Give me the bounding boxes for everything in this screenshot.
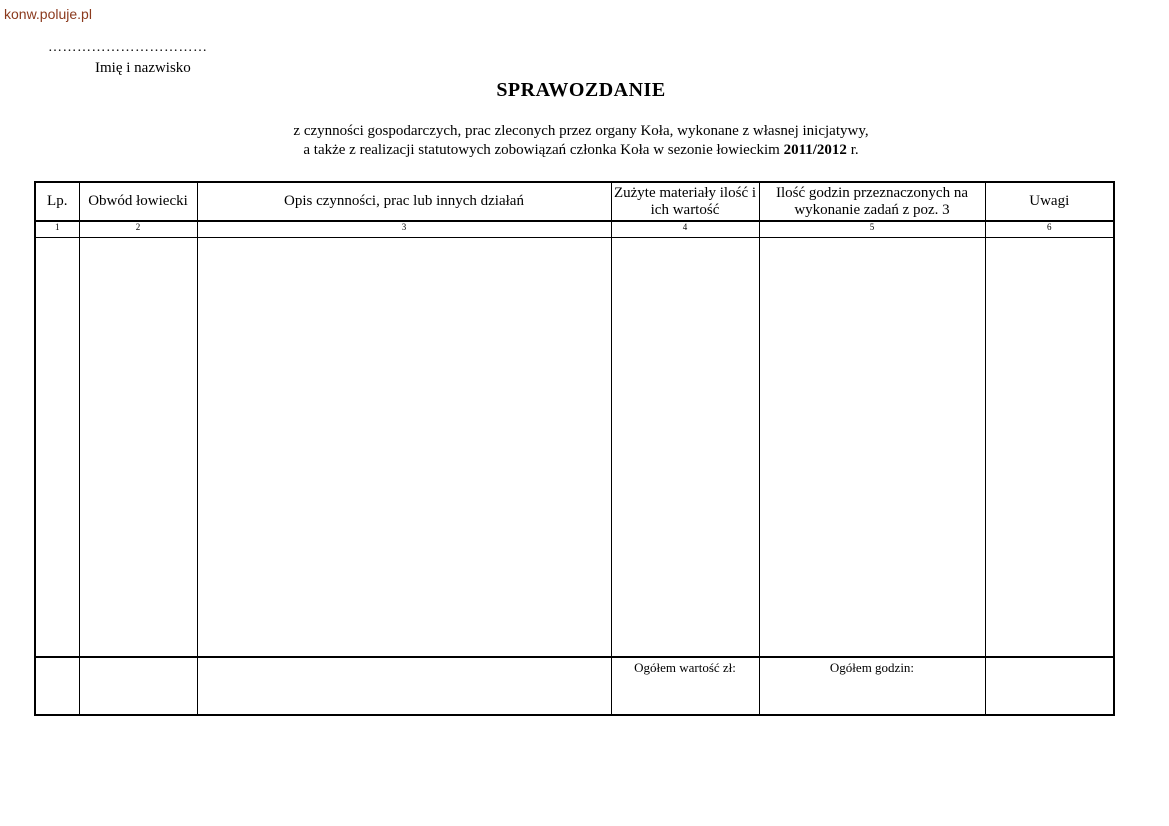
table-body-row bbox=[35, 238, 1114, 658]
cell-obwod[interactable] bbox=[79, 238, 197, 658]
column-number-2: 2 bbox=[79, 221, 197, 238]
header-opis: Opis czynności, prac lub innych działań bbox=[197, 182, 611, 221]
footer-empty-6 bbox=[985, 657, 1114, 715]
column-number-5: 5 bbox=[759, 221, 985, 238]
column-number-3: 3 bbox=[197, 221, 611, 238]
header-uwagi: Uwagi bbox=[985, 182, 1114, 221]
total-value-label: Ogółem wartość zł: bbox=[611, 657, 759, 715]
table-footer-row bbox=[35, 657, 1114, 715]
table-header-row bbox=[35, 182, 1114, 221]
season-year: 2011/2012 bbox=[783, 142, 847, 158]
footer-empty-3 bbox=[197, 657, 611, 715]
cell-opis[interactable] bbox=[197, 238, 611, 658]
header-materialy: Zużyte materiały ilość i ich wartość bbox=[611, 182, 759, 221]
footer-empty-2 bbox=[79, 657, 197, 715]
watermark-text: konw.poluje.pl bbox=[4, 6, 92, 22]
cell-godziny[interactable] bbox=[759, 238, 985, 658]
column-number-row bbox=[35, 221, 1114, 238]
footer-empty-1 bbox=[35, 657, 79, 715]
subtitle-line-2-prefix: a także z realizacji statutowych zobowiązań członka Koła w sezonie łowieckim bbox=[303, 142, 780, 158]
subtitle-line-1: z czynności gospodarczych, prac zleconych przez organy Koła, wykonane z własnej inicjatywy, bbox=[293, 123, 869, 139]
document-title: SPRAWOZDANIE bbox=[496, 79, 666, 101]
subtitle-line-2 bbox=[0, 142, 1162, 159]
column-number-4: 4 bbox=[611, 221, 759, 238]
header-obwod: Obwód łowiecki bbox=[79, 182, 197, 221]
column-number-6: 6 bbox=[985, 221, 1114, 238]
header-godziny: Ilość godzin przeznaczonych na wykonanie zadań z poz. 3 bbox=[759, 182, 985, 221]
total-hours-label: Ogółem godzin: bbox=[759, 657, 985, 715]
cell-lp[interactable] bbox=[35, 238, 79, 658]
cell-uwagi[interactable] bbox=[985, 238, 1114, 658]
report-table bbox=[34, 181, 1115, 716]
subtitle-line-2-suffix: r. bbox=[850, 142, 859, 158]
name-label: Imię i nazwisko bbox=[95, 60, 191, 76]
column-number-1: 1 bbox=[35, 221, 79, 238]
cell-materialy[interactable] bbox=[611, 238, 759, 658]
header-lp: Lp. bbox=[35, 182, 79, 221]
name-dotted-line: …………………………… bbox=[48, 40, 208, 55]
